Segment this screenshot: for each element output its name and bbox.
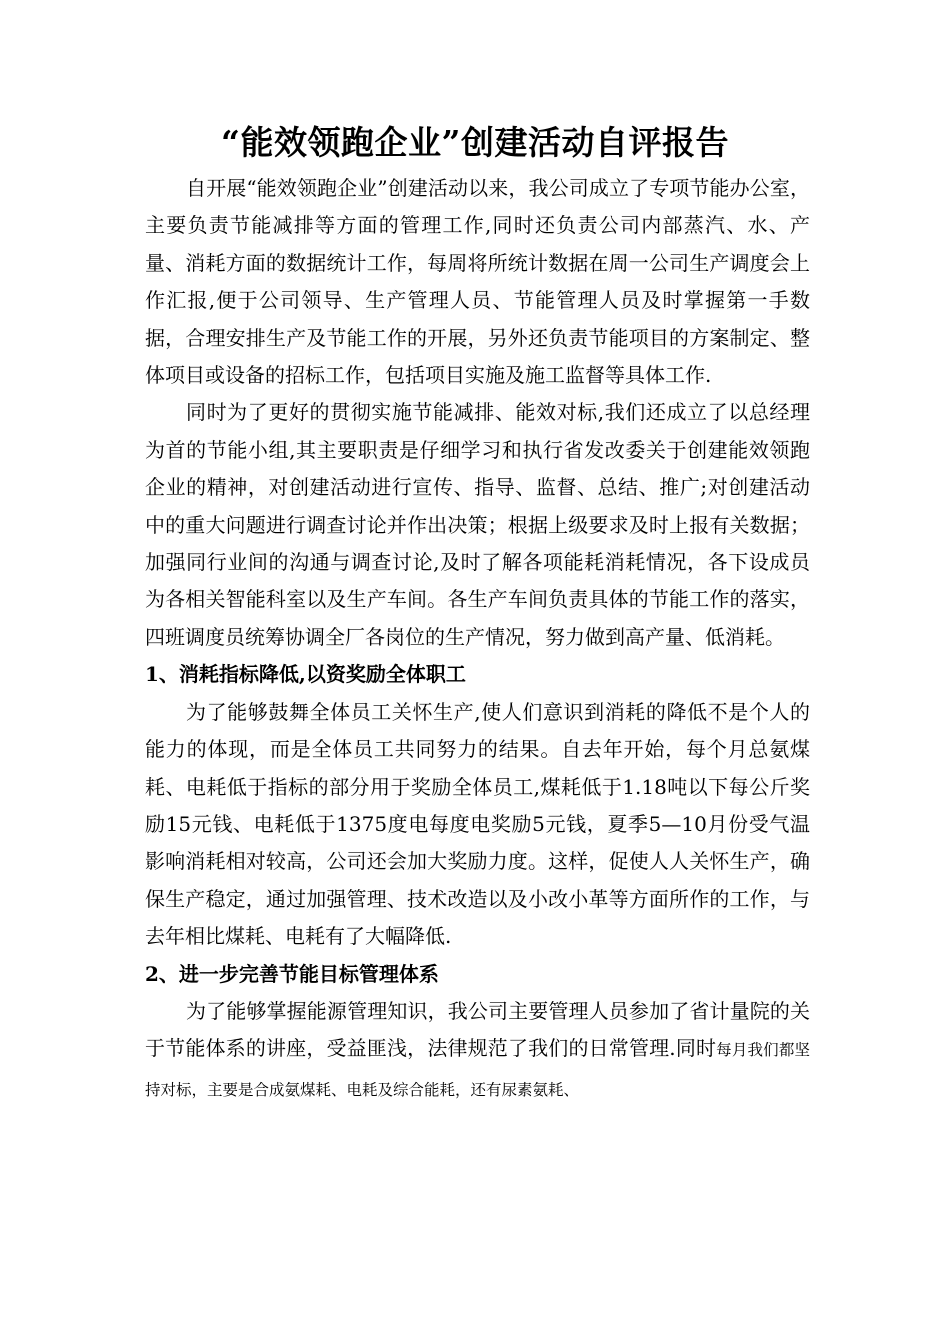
paragraph-4-small: 每月我们都坚持对标，主要是合成氨煤耗、电耗及综合能耗，还有尿素氨耗、 [145,1041,810,1099]
document-body [145,170,810,1109]
paragraph-4-main: 为了能够掌握能源管理知识，我公司主要管理人员参加了省计量院的关于节能体系的讲座，受益匪浅，法律规范了我们的日常管理.同时 [145,998,810,1061]
paragraph-4 [145,993,810,1109]
section-heading-1: 1、消耗指标降低,以资奖励全体职工 [145,662,466,687]
section-heading-2: 2、进一步完善节能目标管理体系 [145,961,439,986]
paragraph-1: 自开展“能效领跑企业”创建活动以来，我公司成立了专项节能办公室，主要负责节能减排等方面的管理工作,同时还负责公司内部蒸汽、水、产量、消耗方面的数据统计工作，每周将所统计数据在周一公司生产调度会上作汇报,便于公司领导、生产管理人员、节能管理人员及时掌握第一手数据，合理安排生产及节能工作的开展，另外还负责节能项目的方案制定、整体项目或设备的招标工作，包括项目实施及施工监督等具体工作. [145,176,810,388]
paragraph-3: 为了能够鼓舞全体员工关怀生产,使人们意识到消耗的降低不是个人的能力的体现，而是全体员工共同努力的结果。自去年开始，每个月总氨煤耗、电耗低于指标的部分用于奖励全体员工,煤耗低于1.18吨以下每公斤奖励15元钱、电耗低于1375度电每度电奖励5元钱，夏季5—10月份受气温影响消耗相对较高，公司还会加大奖励力度。这样，促使人人关怀生产，确保生产稳定，通过加强管理、技术改造以及小改小革等方面所作的工作，与去年相比煤耗、电耗有了大幅降低. [145,699,810,949]
paragraph-2: 同时为了更好的贯彻实施节能减排、能效对标,我们还成立了以总经理为首的节能小组,其主要职责是仔细学习和执行省发改委关于创建能效领跑企业的精神，对创建活动进行宣传、指导、监督、总结、推广;对创建活动中的重大问题进行调查讨论并作出决策；根据上级要求及时上报有关数据；加强同行业间的沟通与调查讨论,及时了解各项能耗消耗情况，各下设成员为各相关智能科室以及生产车间。各生产车间负责具体的节能工作的落实，四班调度员统筹协调全厂各岗位的生产情况，努力做到高产量、低消耗。 [145,400,810,649]
document-title: “能效领跑企业”创建活动自评报告 [221,123,729,162]
